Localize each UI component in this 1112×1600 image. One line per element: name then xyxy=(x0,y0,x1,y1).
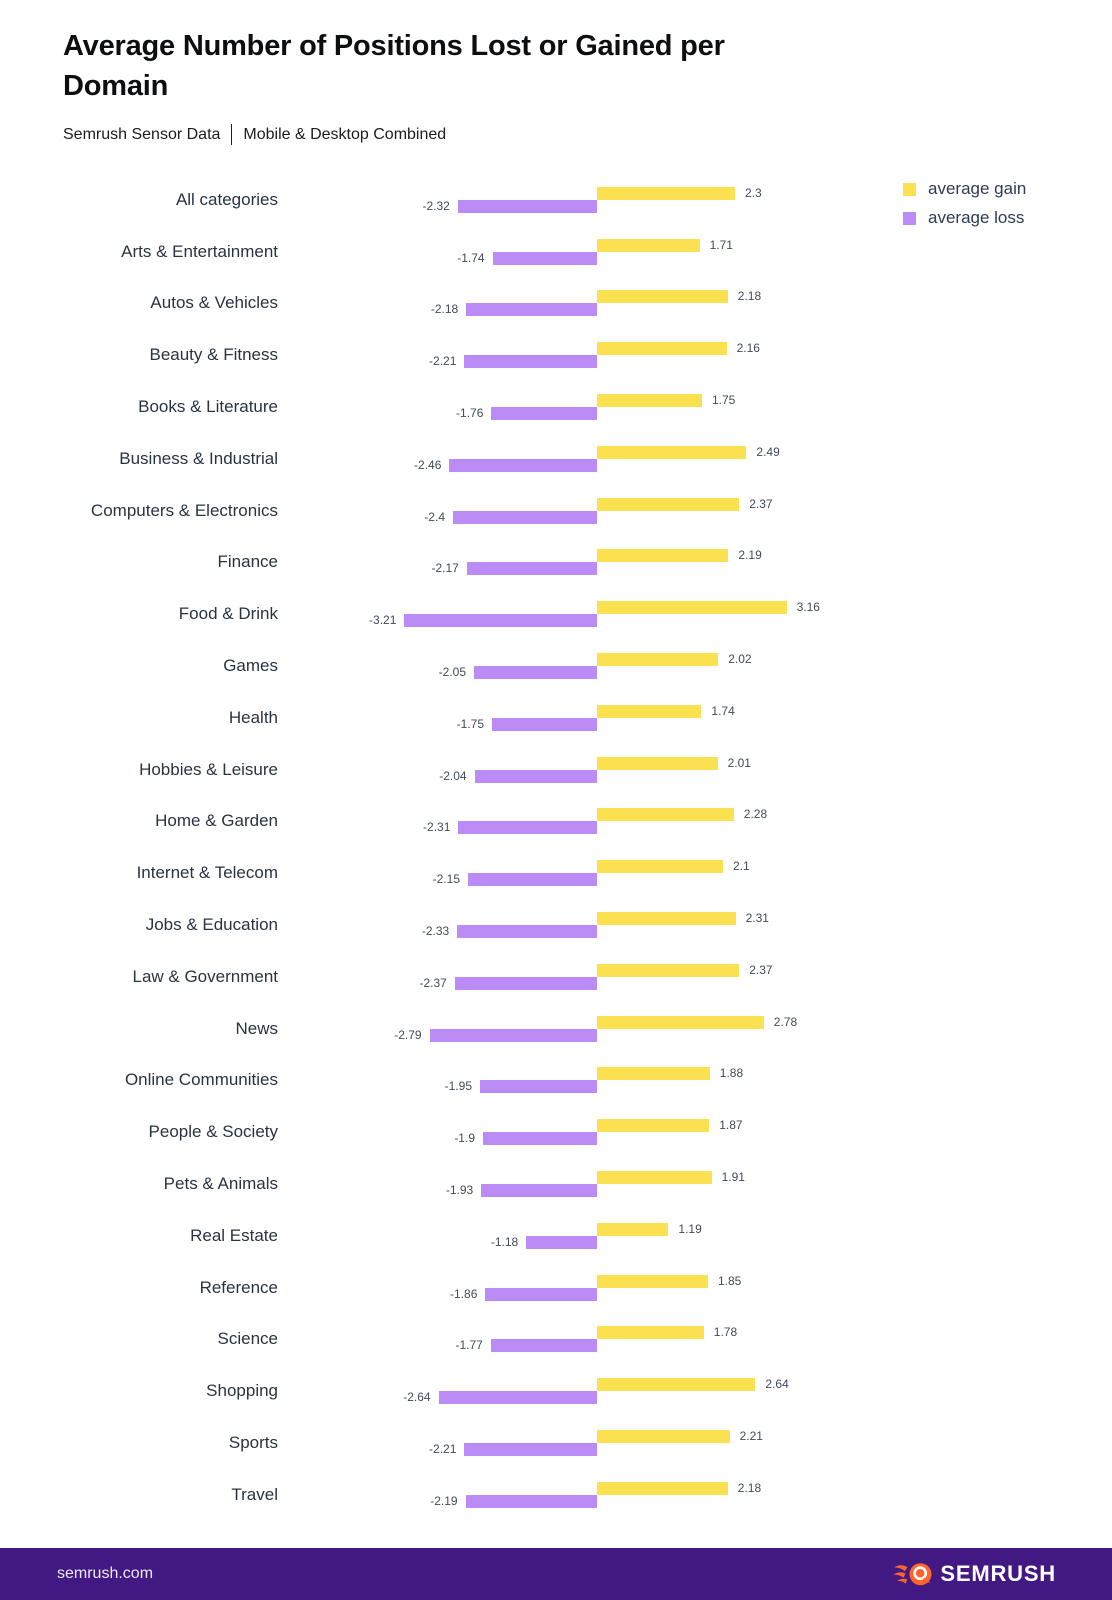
gain-value-label: 2.28 xyxy=(743,807,768,822)
loss-bar xyxy=(492,718,597,731)
category-label: Pets & Animals xyxy=(163,1174,278,1194)
gain-bar xyxy=(597,757,718,770)
gain-bar xyxy=(597,290,728,303)
loss-value-label: -1.75 xyxy=(456,716,484,731)
chart-row xyxy=(0,796,1112,848)
loss-bar xyxy=(466,1495,597,1508)
loss-value-label: -2.19 xyxy=(430,1493,458,1508)
category-label: Books & Literature xyxy=(138,397,278,417)
subtitle-divider xyxy=(231,124,232,145)
gain-bar xyxy=(597,1119,709,1132)
semrush-logo xyxy=(893,1561,1056,1588)
gain-bar xyxy=(597,1223,668,1236)
loss-value-label: -2.33 xyxy=(421,924,450,939)
loss-bar xyxy=(453,511,597,524)
loss-bar xyxy=(491,1339,597,1352)
chart-row xyxy=(0,1469,1112,1521)
category-label: Shopping xyxy=(206,1381,278,1401)
loss-value-label: -1.9 xyxy=(454,1131,475,1146)
chart-row xyxy=(0,485,1112,537)
category-label: Home & Garden xyxy=(155,811,278,831)
category-label: Finance xyxy=(217,552,278,572)
category-label: Online Communities xyxy=(124,1070,278,1090)
loss-bar xyxy=(526,1236,597,1249)
gain-value-label: 1.91 xyxy=(721,1170,745,1185)
gain-value-label: 2.1 xyxy=(733,859,750,874)
gain-value-label: 2.31 xyxy=(745,911,769,926)
category-label: Internet & Telecom xyxy=(136,863,278,883)
gain-value-label: 3.16 xyxy=(796,600,820,615)
loss-bar xyxy=(491,407,597,420)
gain-bar xyxy=(597,1275,708,1288)
loss-bar xyxy=(404,614,597,627)
gain-bar xyxy=(597,498,739,511)
loss-bar xyxy=(493,252,597,265)
gain-bar xyxy=(597,549,728,562)
gain-value-label: 2.18 xyxy=(737,1480,762,1495)
semrush-flame-icon xyxy=(893,1561,933,1588)
gain-value-label: 2.37 xyxy=(749,962,773,977)
loss-bar xyxy=(439,1391,597,1404)
category-label: Games xyxy=(223,656,278,676)
chart-row xyxy=(0,951,1112,1003)
loss-bar xyxy=(457,925,597,938)
gain-value-label: 1.19 xyxy=(678,1221,702,1236)
loss-bar xyxy=(481,1184,597,1197)
subtitle-scope: Mobile & Desktop Combined xyxy=(243,125,447,143)
loss-value-label: -2.04 xyxy=(439,768,467,783)
loss-bar xyxy=(483,1132,597,1145)
chart-row xyxy=(0,1158,1112,1210)
loss-bar xyxy=(449,459,597,472)
chart-row xyxy=(0,1003,1112,1055)
category-label: Law & Government xyxy=(132,966,278,986)
loss-value-label: -1.77 xyxy=(455,1338,483,1353)
loss-value-label: -2.64 xyxy=(403,1390,431,1405)
semrush-wordmark: SEMRUSH xyxy=(940,1561,1056,1586)
gain-bar xyxy=(597,1430,730,1443)
gain-bar xyxy=(597,1171,712,1184)
footer-bar xyxy=(0,1548,1112,1600)
loss-value-label: -1.74 xyxy=(457,250,485,265)
gain-value-label: 1.75 xyxy=(712,393,736,408)
chart-row xyxy=(0,899,1112,951)
category-label: News xyxy=(235,1018,278,1038)
loss-value-label: -2.17 xyxy=(431,561,459,576)
chart-row xyxy=(0,381,1112,433)
gain-value-label: 2.18 xyxy=(737,289,762,304)
category-label: Food & Drink xyxy=(178,604,278,624)
loss-value-label: -3.21 xyxy=(369,613,397,628)
loss-bar xyxy=(475,770,597,783)
gain-value-label: 2.16 xyxy=(736,341,760,356)
loss-value-label: -2.18 xyxy=(430,302,459,317)
gain-value-label: 2.19 xyxy=(738,548,762,563)
gain-value-label: 2.37 xyxy=(749,496,773,511)
loss-bar xyxy=(455,977,597,990)
chart-row xyxy=(0,692,1112,744)
loss-value-label: -2.37 xyxy=(419,975,447,990)
gain-value-label: 1.78 xyxy=(713,1325,738,1340)
loss-value-label: -2.15 xyxy=(432,872,460,887)
loss-value-label: -2.79 xyxy=(394,1027,422,1042)
category-label: Arts & Entertainment xyxy=(121,241,278,261)
loss-value-label: -2.32 xyxy=(422,198,450,213)
gain-bar xyxy=(597,1016,764,1029)
loss-value-label: -2.4 xyxy=(424,509,445,524)
category-label: Real Estate xyxy=(190,1225,278,1245)
chart-row xyxy=(0,329,1112,381)
loss-bar xyxy=(458,821,597,834)
category-label: Autos & Vehicles xyxy=(150,293,278,313)
loss-value-label: -2.31 xyxy=(423,820,451,835)
chart-row xyxy=(0,744,1112,796)
loss-bar xyxy=(480,1080,597,1093)
chart-row xyxy=(0,433,1112,485)
gain-bar xyxy=(597,912,736,925)
category-label: Reference xyxy=(199,1277,278,1297)
category-label: Science xyxy=(217,1329,278,1349)
gain-value-label: 1.85 xyxy=(718,1273,742,1288)
chart-row xyxy=(0,1262,1112,1314)
category-label: People & Society xyxy=(148,1122,278,1142)
chart-row xyxy=(0,174,1112,226)
page-title: Average Number of Positions Lost or Gained per Domain xyxy=(63,30,725,102)
subtitle-source: Semrush Sensor Data xyxy=(63,125,221,143)
chart-row xyxy=(0,1055,1112,1107)
gain-bar xyxy=(597,239,700,252)
category-label: Travel xyxy=(231,1484,278,1504)
loss-value-label: -1.93 xyxy=(445,1183,474,1198)
loss-bar xyxy=(430,1029,597,1042)
category-label: All categories xyxy=(175,189,278,209)
chart-row xyxy=(0,1210,1112,1262)
category-label: Hobbies & Leisure xyxy=(139,759,278,779)
chart-row xyxy=(0,1314,1112,1366)
gain-bar xyxy=(597,705,701,718)
category-label: Jobs & Education xyxy=(145,915,278,935)
diverging-bar-chart xyxy=(0,174,1112,1521)
legend-loss-label: average loss xyxy=(928,208,1025,227)
gain-value-label: 1.71 xyxy=(709,237,733,252)
loss-value-label: -1.18 xyxy=(490,1234,519,1249)
gain-bar xyxy=(597,187,735,200)
chart-row xyxy=(0,588,1112,640)
loss-bar xyxy=(485,1288,597,1301)
chart-row xyxy=(0,226,1112,278)
gain-bar xyxy=(597,1482,728,1495)
loss-bar xyxy=(467,562,597,575)
category-label: Sports xyxy=(228,1433,278,1453)
gain-bar xyxy=(597,446,746,459)
gain-bar xyxy=(597,964,739,977)
gain-bar xyxy=(597,342,727,355)
loss-value-label: -1.76 xyxy=(456,406,484,421)
gain-value-label: 2.3 xyxy=(745,185,762,200)
chart-row xyxy=(0,537,1112,589)
chart-row xyxy=(0,1365,1112,1417)
loss-bar xyxy=(458,200,597,213)
chart-row xyxy=(0,1417,1112,1469)
gain-value-label: 1.87 xyxy=(719,1118,743,1133)
loss-bar xyxy=(464,1443,597,1456)
gain-bar xyxy=(597,601,787,614)
legend-gain-label: average gain xyxy=(928,179,1027,198)
gain-value-label: 2.78 xyxy=(773,1014,798,1029)
gain-value-label: 2.21 xyxy=(739,1429,763,1444)
loss-bar xyxy=(474,666,597,679)
chart-row xyxy=(0,640,1112,692)
loss-bar xyxy=(464,355,597,368)
chart-row xyxy=(0,1106,1112,1158)
loss-bar xyxy=(466,303,597,316)
loss-value-label: -2.21 xyxy=(429,354,457,369)
chart-row xyxy=(0,278,1112,330)
loss-value-label: -1.86 xyxy=(450,1286,478,1301)
gain-bar xyxy=(597,808,734,821)
loss-value-label: -1.95 xyxy=(444,1079,472,1094)
loss-value-label: -2.05 xyxy=(438,665,466,680)
gain-value-label: 1.74 xyxy=(711,703,735,718)
gain-value-label: 2.64 xyxy=(765,1377,789,1392)
footer-url: semrush.com xyxy=(57,1565,154,1582)
gain-bar xyxy=(597,1067,710,1080)
gain-value-label: 2.49 xyxy=(756,444,780,459)
gain-bar xyxy=(597,394,702,407)
category-label: Health xyxy=(228,707,278,727)
gain-bar xyxy=(597,653,718,666)
loss-bar xyxy=(468,873,597,886)
loss-value-label: -2.46 xyxy=(414,457,442,472)
category-label: Business & Industrial xyxy=(119,448,278,468)
gain-bar xyxy=(597,1378,755,1391)
gain-bar xyxy=(597,860,723,873)
gain-value-label: 2.02 xyxy=(728,652,752,667)
loss-value-label: -2.21 xyxy=(429,1442,457,1457)
gain-value-label: 1.88 xyxy=(719,1066,744,1081)
gain-bar xyxy=(597,1326,704,1339)
category-label: Beauty & Fitness xyxy=(149,345,278,365)
gain-value-label: 2.01 xyxy=(727,755,751,770)
chart-subtitle xyxy=(63,124,446,145)
chart-row xyxy=(0,847,1112,899)
category-label: Computers & Electronics xyxy=(90,500,278,520)
